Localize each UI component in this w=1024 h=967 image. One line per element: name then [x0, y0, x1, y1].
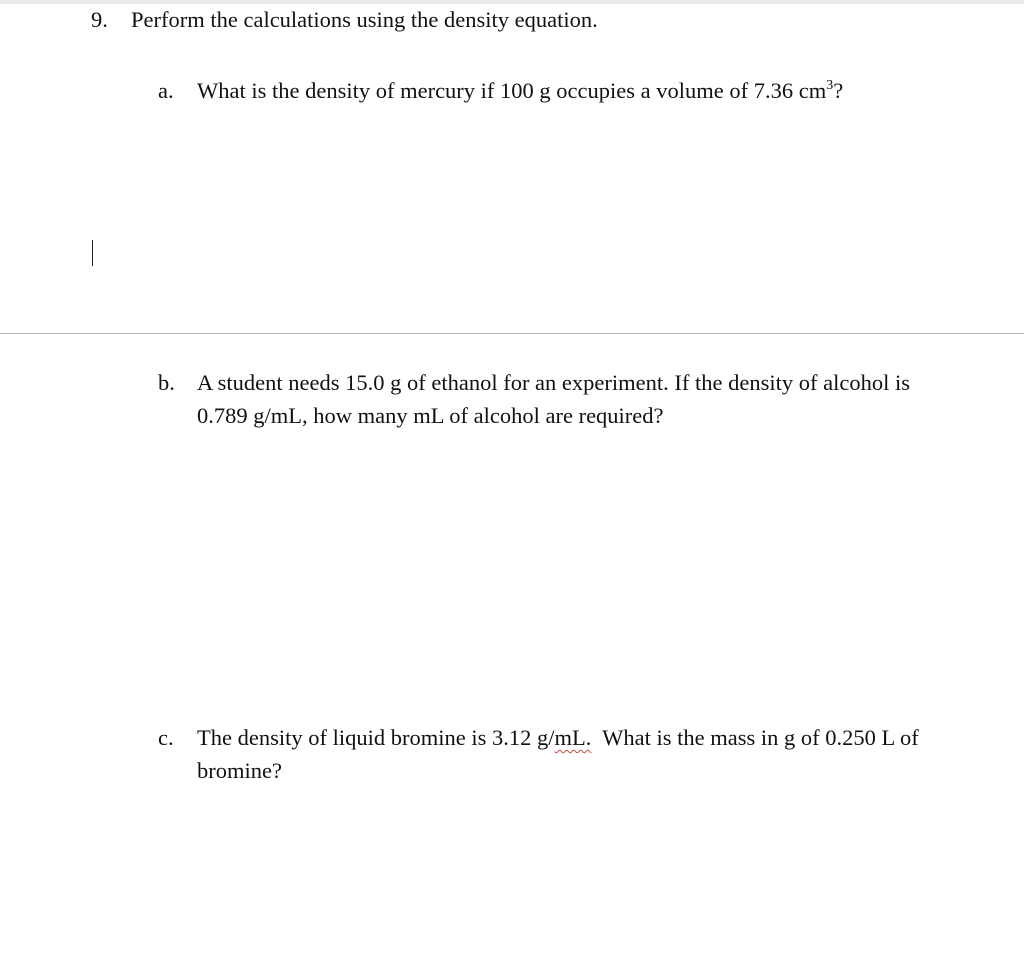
part-a-text-end: ? [833, 78, 844, 103]
part-b-line-2: 0.789 g/mL, how many mL of alcohol are required? [197, 403, 664, 428]
part-b-line-1: A student needs 15.0 g of ethanol for an experiment. If the density of alcohol is [197, 370, 910, 395]
part-a-marker: a. [158, 78, 174, 103]
part-c-text-main: The density of liquid bromine is 3.12 g/ [197, 725, 555, 750]
part-c-line-2: bromine? [197, 758, 282, 783]
part-c-marker: c. [158, 725, 174, 750]
part-a-text [197, 75, 843, 107]
text-cursor[interactable] [92, 240, 93, 266]
part-a-text-main: What is the density of mercury if 100 g occupies a volume of 7.36 cm [197, 78, 827, 103]
part-a-superscript: 3 [826, 78, 834, 93]
part-c-text-end: What is the mass in g of 0.250 L of [591, 725, 919, 750]
part-b-marker: b. [158, 370, 175, 395]
page-break-line [0, 333, 1024, 334]
question-number: 9. [91, 7, 108, 32]
part-c-line-1 [197, 722, 919, 754]
question-prompt: Perform the calculations using the density equation. [131, 7, 598, 32]
spellcheck-flagged-word[interactable]: mL. [554, 725, 592, 750]
